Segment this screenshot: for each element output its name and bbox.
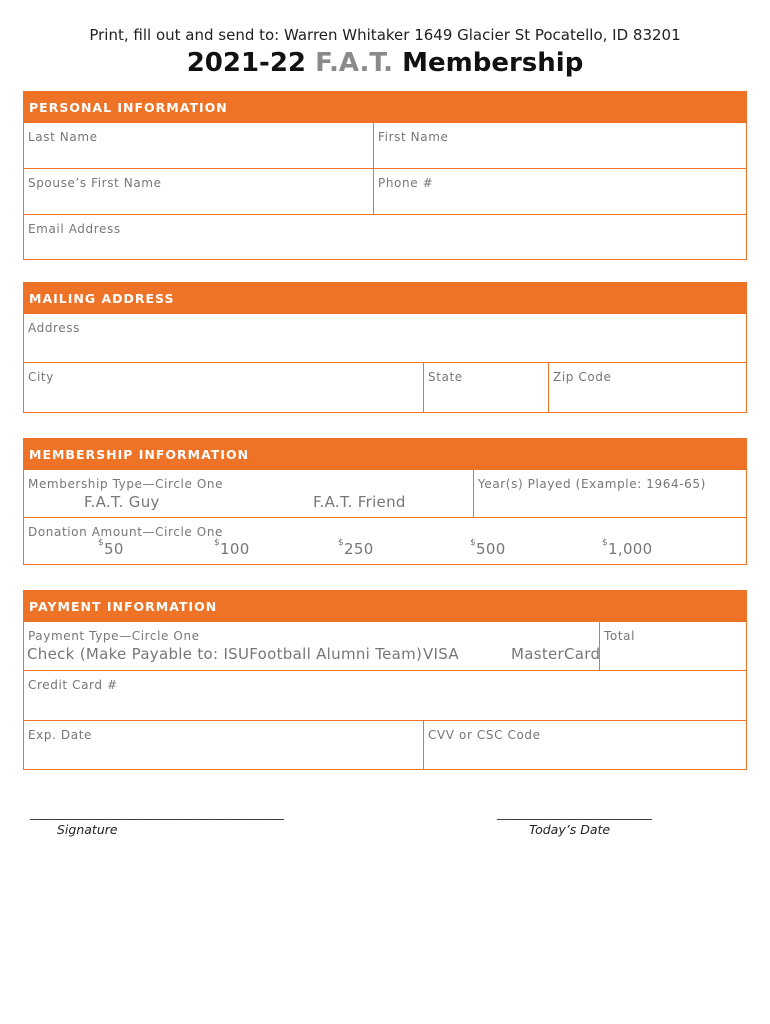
first-name-label: First Name [378, 130, 449, 144]
first-name-field[interactable] [373, 123, 746, 168]
state-label: State [428, 370, 463, 384]
payment-type-label: Payment Type—Circle One [28, 629, 200, 643]
membership-option-fat-friend[interactable]: F.A.T. Friend [313, 493, 406, 511]
credit-card-field[interactable] [24, 671, 746, 720]
currency-symbol: $ [338, 538, 345, 548]
currency-symbol: $ [98, 538, 105, 548]
total-label: Total [604, 629, 636, 643]
zip-code-field[interactable] [548, 363, 746, 412]
credit-card-label: Credit Card # [28, 678, 118, 692]
years-played-field[interactable] [473, 470, 746, 517]
mailing-instructions: Print, fill out and send to: Warren Whitaker 1649 Glacier St Pocatello, ID 83201 [89, 26, 681, 44]
exp-date-field[interactable] [24, 721, 423, 769]
cvv-label: CVV or CSC Code [428, 728, 541, 742]
phone-label: Phone # [378, 176, 434, 190]
donation-option-1000[interactable] [602, 540, 652, 558]
currency-symbol: $ [470, 538, 477, 548]
payment-type-field [24, 622, 599, 670]
donation-amount-field [24, 518, 746, 564]
state-field[interactable] [423, 363, 548, 412]
donation-option-1000-value: 1,000 [608, 540, 653, 558]
donation-option-50-value: 50 [104, 540, 124, 558]
donation-option-250-value: 250 [344, 540, 374, 558]
signature-line[interactable]: ______________________________________________ [30, 806, 283, 821]
title-fat: F.A.T. [315, 48, 394, 78]
personal-information-section [23, 91, 747, 260]
zip-code-label: Zip Code [553, 370, 612, 384]
city-label: City [28, 370, 54, 384]
payment-information-heading: PAYMENT INFORMATION [24, 591, 746, 622]
membership-information-section [23, 438, 747, 565]
membership-type-field [24, 470, 473, 517]
last-name-label: Last Name [28, 130, 98, 144]
payment-option-mastercard[interactable]: MasterCard [511, 645, 601, 663]
title-membership: Membership [402, 48, 584, 78]
date-label: Today’s Date [529, 822, 611, 837]
donation-option-50[interactable] [98, 540, 124, 558]
cvv-field[interactable] [423, 721, 746, 769]
address-field[interactable] [24, 314, 746, 362]
donation-option-500[interactable] [470, 540, 506, 558]
payment-option-check[interactable]: Check (Make Payable to: ISUFootball Alumni Team) [27, 645, 423, 663]
currency-symbol: $ [602, 538, 609, 548]
email-field[interactable] [24, 215, 746, 259]
donation-option-100-value: 100 [220, 540, 250, 558]
exp-date-label: Exp. Date [28, 728, 93, 742]
phone-field[interactable] [373, 169, 746, 214]
mailing-address-heading: MAILING ADDRESS [24, 283, 746, 314]
currency-symbol: $ [214, 538, 221, 548]
total-field[interactable] [599, 622, 746, 670]
membership-information-heading: MEMBERSHIP INFORMATION [24, 439, 746, 470]
payment-option-visa[interactable]: VISA [423, 645, 459, 663]
last-name-field[interactable] [24, 123, 373, 168]
years-played-label: Year(s) Played (Example: 1964-65) [478, 477, 706, 491]
spouse-first-name-label: Spouse’s First Name [28, 176, 162, 190]
email-label: Email Address [28, 222, 121, 236]
signature-label: Signature [57, 822, 118, 837]
membership-type-label: Membership Type—Circle One [28, 477, 224, 491]
city-field[interactable] [24, 363, 423, 412]
donation-option-250[interactable] [338, 540, 374, 558]
title-year: 2021-22 [186, 48, 307, 78]
donation-option-100[interactable] [214, 540, 250, 558]
donation-option-500-value: 500 [476, 540, 506, 558]
donation-amount-label: Donation Amount—Circle One [28, 525, 224, 539]
form-title [0, 48, 770, 78]
date-line[interactable]: ____________________________ [497, 806, 651, 821]
membership-option-fat-guy[interactable]: F.A.T. Guy [84, 493, 160, 511]
personal-information-heading: PERSONAL INFORMATION [24, 92, 746, 123]
address-label: Address [28, 321, 80, 335]
spouse-first-name-field[interactable] [24, 169, 373, 214]
mailing-address-section [23, 282, 747, 413]
payment-information-section [23, 590, 747, 770]
